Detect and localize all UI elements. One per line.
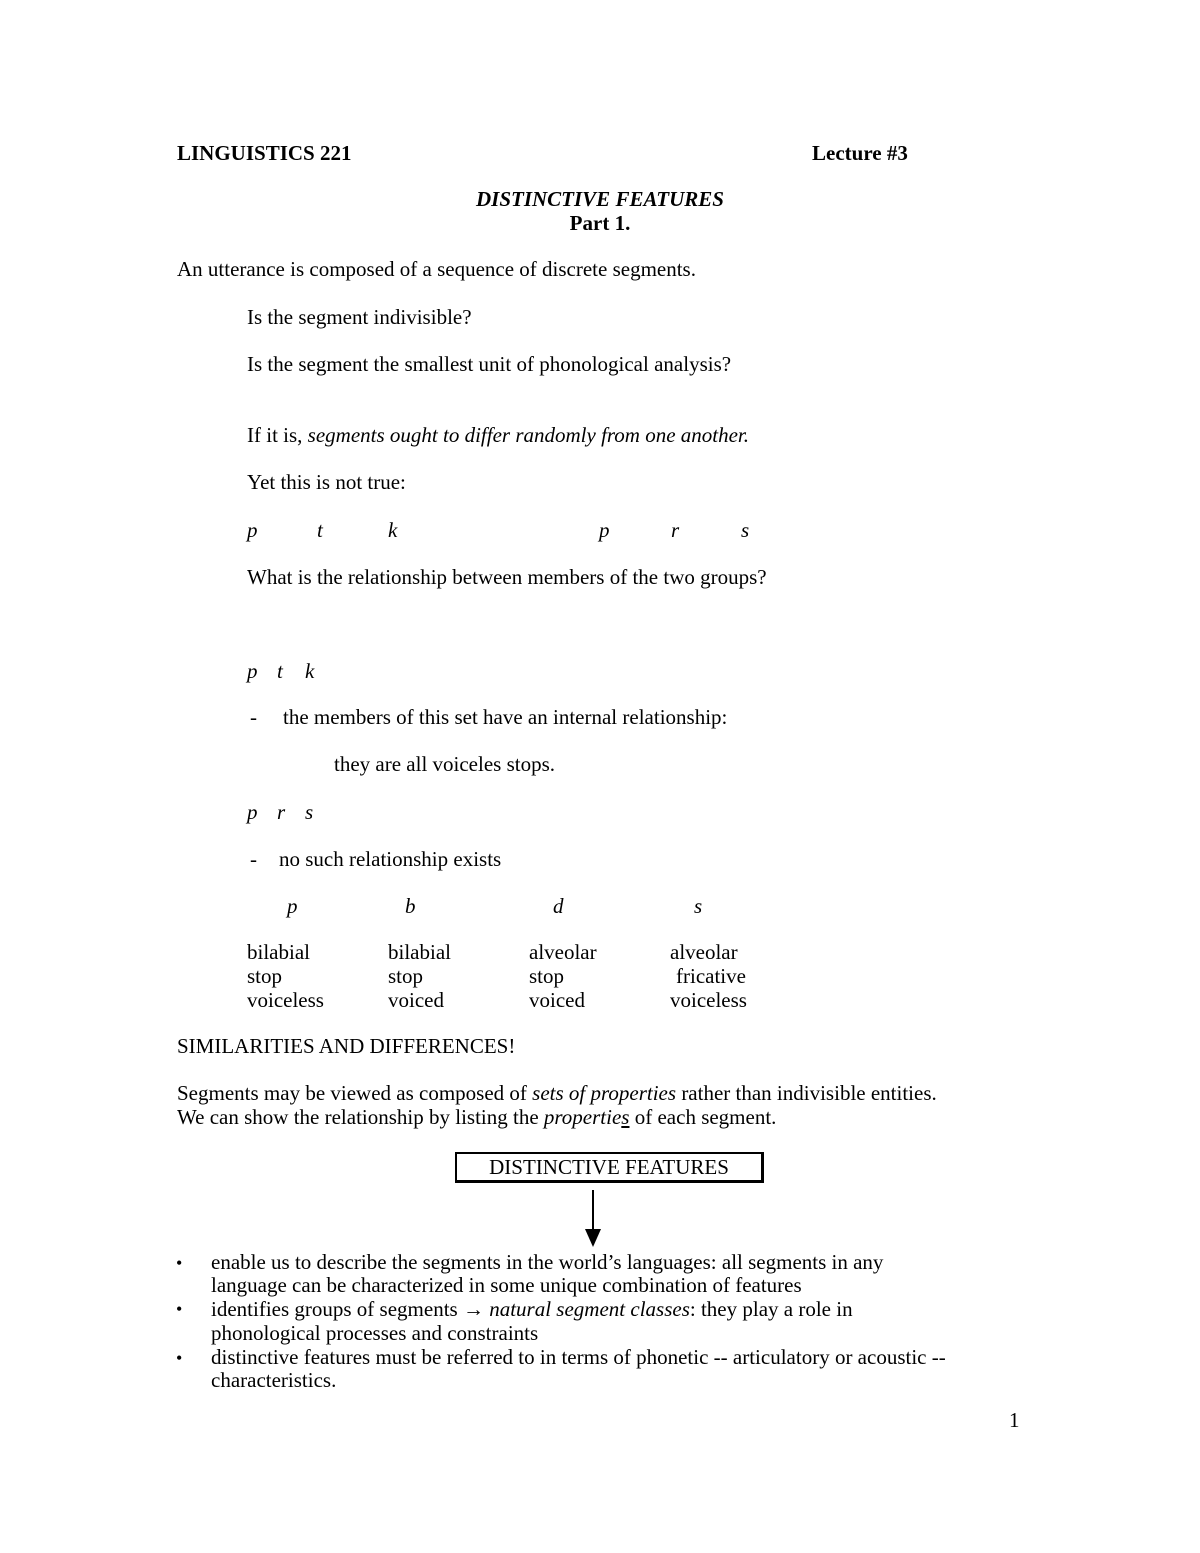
group2-segment-p: p [599, 518, 610, 542]
text-span: of each segment. [629, 1105, 777, 1129]
if-it-is-lead: If it is, [247, 423, 308, 447]
lecture-number: Lecture #3 [812, 141, 908, 165]
feature-segment-d: d [553, 894, 564, 918]
bullet2-line2: phonological processes and constraints [211, 1321, 539, 1345]
distinctive-features-box: DISTINCTIVE FEATURES [455, 1152, 764, 1183]
text-span: identifies groups of segments [211, 1297, 458, 1321]
set2-comment: no such relationship exists [279, 847, 502, 871]
feature-place: bilabial [247, 940, 310, 964]
emphasis-natural-segment-classes: natural segment classes [489, 1297, 690, 1321]
feature-manner: fricative [676, 964, 746, 988]
feature-place: alveolar [670, 940, 738, 964]
feature-manner: stop [529, 964, 565, 988]
feature-column-d [529, 940, 597, 1012]
text-span: Segments may be viewed as composed of [177, 1081, 533, 1105]
set2-dash: - [250, 847, 257, 871]
question-indivisible: Is the segment indivisible? [247, 305, 472, 329]
feature-place: alveolar [529, 940, 597, 964]
bullet-icon: • [176, 1299, 183, 1319]
set1-detail: they are all voiceles stops. [334, 752, 556, 776]
yet-line: Yet this is not true: [247, 470, 406, 494]
set2-segment-s: s [305, 800, 314, 824]
bullet3-line1: distinctive features must be referred to in terms of phonetic -- articulatory or acoustic -- [211, 1345, 946, 1369]
set2-segment-r: r [277, 800, 286, 824]
emphasis-properties-s: s [621, 1105, 630, 1129]
bullet-icon: • [176, 1348, 183, 1368]
bullet1-line2: language can be characterized in some unique combination of features [211, 1273, 802, 1297]
if-it-is-italic: segments ought to differ randomly from one another. [307, 423, 750, 447]
set1-segment-t: t [277, 659, 283, 683]
set1-segment-p: p [247, 659, 258, 683]
set1-segment-k: k [305, 659, 315, 683]
text-span: : they play a role in [689, 1297, 853, 1321]
bullet2-line1 [211, 1299, 853, 1320]
document-title: DISTINCTIVE FEATURES [475, 187, 724, 211]
relationship-question: What is the relationship between members of the two groups? [247, 565, 767, 589]
question-smallest-unit: Is the segment the smallest unit of phonological analysis? [247, 352, 732, 376]
page-number: 1 [1009, 1408, 1020, 1432]
feature-column-p [247, 940, 324, 1012]
feature-manner: stop [388, 964, 424, 988]
group2-segment-s: s [741, 518, 750, 542]
group1-segment-t: t [317, 518, 323, 542]
down-arrow-icon [592, 1190, 594, 1230]
set1-comment: the members of this set have an internal relationship: [283, 705, 728, 729]
feature-voicing: voiceless [670, 988, 747, 1012]
right-arrow-icon: → [462, 1297, 484, 1321]
group2-segment-r: r [671, 518, 680, 542]
arrow-head-icon [585, 1229, 601, 1247]
course-title: LINGUISTICS 221 [177, 141, 352, 165]
feature-voicing: voiced [388, 988, 444, 1012]
feature-column-b [388, 940, 451, 1012]
sets-paragraph-line1 [177, 1083, 937, 1104]
set1-dash: - [250, 705, 257, 729]
group1-segment-k: k [388, 518, 398, 542]
feature-place: bilabial [388, 940, 451, 964]
bullet1-line1: enable us to describe the segments in the world’s languages: all segments in any [211, 1250, 884, 1274]
text-span: rather than indivisible entities. [676, 1081, 937, 1105]
feature-manner: stop [247, 964, 283, 988]
feature-column-s [670, 940, 747, 1012]
document-subtitle: Part 1. [569, 211, 631, 235]
set2-segment-p: p [247, 800, 258, 824]
text-span: We can show the relationship by listing the [177, 1105, 544, 1129]
intro-paragraph: An utterance is composed of a sequence of discrete segments. [177, 257, 696, 281]
feature-segment-b: b [405, 894, 416, 918]
similarities-heading: SIMILARITIES AND DIFFERENCES! [177, 1034, 516, 1058]
if-it-is-line [247, 425, 749, 446]
feature-segment-p: p [287, 894, 298, 918]
group1-segment-p: p [247, 518, 258, 542]
bullet-icon: • [176, 1253, 183, 1273]
feature-segment-s: s [694, 894, 703, 918]
bullet3-line2: characteristics. [211, 1368, 337, 1392]
feature-voicing: voiced [529, 988, 585, 1012]
sets-paragraph-line2 [177, 1107, 776, 1128]
emphasis-sets-of-properties: sets of properties [532, 1081, 677, 1105]
feature-voicing: voiceless [247, 988, 324, 1012]
emphasis-properties: propertie [543, 1105, 622, 1129]
